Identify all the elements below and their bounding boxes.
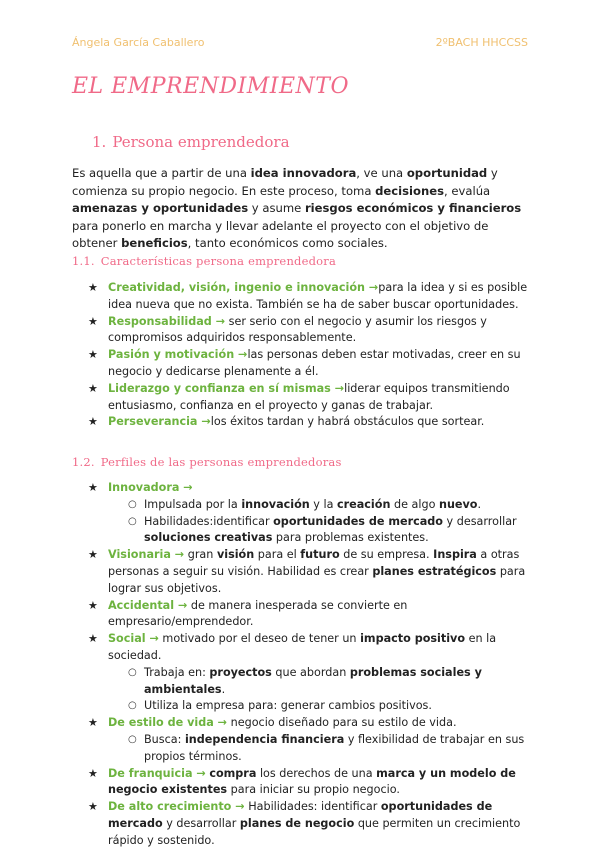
list-item: ★ Liderazgo y confianza en sí mismas →liderar equipos transmitiendo entusiasmo, confianza en el proyecto y ganas de trabajar. bbox=[88, 381, 510, 412]
section-title: Persona emprendedora bbox=[112, 133, 290, 151]
circle-bullet-icon: ○ bbox=[128, 733, 137, 745]
list-item-visionaria: ★ Visionaria → gran visión para el futuro de su empresa. Inspira a otras personas a seguir su visión. Habilidad es crear planes estratégicos para lograr sus objetivos. bbox=[88, 548, 526, 595]
star-bullet-icon: ★ bbox=[88, 632, 98, 646]
list-item-innovadora: ★ Innovadora → bbox=[72, 480, 532, 497]
list-item: ★ Perseverancia →los éxitos tardan y habrá obstáculos que sortear. bbox=[72, 414, 532, 431]
list-item: ★ Pasión y motivación →las personas deben estar motivadas, creer en su negocio y dedicarse plenamente a él. bbox=[88, 348, 521, 378]
star-bullet-icon: ★ bbox=[88, 766, 98, 780]
list-item-estilo-de-vida: ★ De estilo de vida → negocio diseñado para su estilo de vida. bbox=[72, 715, 532, 732]
sub-item: ○ Trabaja en: proyectos que abordan problemas sociales y ambientales. bbox=[128, 665, 482, 696]
section-title: Características persona emprendedora bbox=[100, 254, 337, 268]
star-bullet-icon: ★ bbox=[88, 415, 98, 429]
list-item-alto-crecimiento: ★ De alto crecimiento → Habilidades: identificar oportunidades de mercado y desarrollar planes de negocio que permiten un crecimiento rápido y sostenido. bbox=[88, 800, 521, 847]
intro-paragraph: Es aquella que a partir de una idea innovadora, ve una oportunidad y comienza su propio negocio. En este proceso, toma decisiones, evalúa amenazas y oportunidades y asume riesgos económicos y financieros para ponerlo en marcha y llevar adelante el proyecto con el objetivo de obtener beneficios, tanto económicos como sociales. bbox=[72, 166, 522, 250]
document-title: EL EMPRENDIMIENTO bbox=[72, 74, 349, 99]
circle-bullet-icon: ○ bbox=[128, 515, 137, 527]
course-label: 2ºBACH HHCCSS bbox=[435, 36, 528, 49]
star-bullet-icon: ★ bbox=[88, 598, 98, 612]
star-bullet-icon: ★ bbox=[88, 716, 98, 730]
sub-item: ○ Impulsada por la innovación y la creación de algo nuevo. bbox=[72, 497, 532, 514]
sub-item: ○ Habilidades:identificar oportunidades de mercado y desarrollar soluciones creativas para problemas existentes. bbox=[128, 514, 517, 545]
star-bullet-icon: ★ bbox=[88, 800, 98, 814]
star-bullet-icon: ★ bbox=[88, 314, 98, 328]
star-bullet-icon: ★ bbox=[88, 348, 98, 362]
circle-bullet-icon: ○ bbox=[128, 700, 137, 712]
profiles-list bbox=[72, 480, 532, 850]
sub-item: ○ Utiliza la empresa para: generar cambios positivos. bbox=[72, 698, 532, 715]
section-number: 1.1. bbox=[72, 254, 95, 268]
list-item: ★ Creatividad, visión, ingenio e innovación →para la idea y si es posible idea nueva que no exista. También se ha de saber buscar oportunidades. bbox=[88, 281, 528, 311]
list-item-social: ★ Social → motivado por el deseo de tener un impacto positivo en la sociedad. bbox=[88, 632, 497, 662]
sub-item: ○ Busca: independencia financiera y flexibilidad de trabajar en sus propios términos. bbox=[128, 732, 525, 763]
page-header bbox=[72, 36, 528, 49]
circle-bullet-icon: ○ bbox=[128, 666, 137, 678]
section-number: 1. bbox=[92, 133, 107, 151]
section-heading-1-2 bbox=[72, 455, 342, 469]
star-bullet-icon: ★ bbox=[88, 281, 98, 294]
section-title: Perfiles de las personas emprendedoras bbox=[100, 455, 342, 469]
section-heading-1-1 bbox=[72, 254, 336, 268]
section-heading-1 bbox=[92, 133, 290, 151]
circle-bullet-icon: ○ bbox=[128, 498, 137, 510]
characteristics-list bbox=[72, 280, 532, 431]
star-bullet-icon: ★ bbox=[88, 548, 98, 562]
author-name: Ángela García Caballero bbox=[72, 36, 205, 49]
list-item-accidental: ★ Accidental → de manera inesperada se convierte en empresario/emprendedor. bbox=[88, 598, 408, 629]
list-item-franquicia: ★ De franquicia → compra los derechos de una marca y un modelo de negocio existentes para iniciar su propio negocio. bbox=[88, 766, 516, 797]
section-number: 1.2. bbox=[72, 455, 95, 469]
star-bullet-icon: ★ bbox=[88, 481, 98, 494]
star-bullet-icon: ★ bbox=[88, 381, 98, 395]
list-item: ★ Responsabilidad → ser serio con el negocio y asumir los riesgos y compromisos adquiridos responsablemente. bbox=[88, 314, 487, 345]
